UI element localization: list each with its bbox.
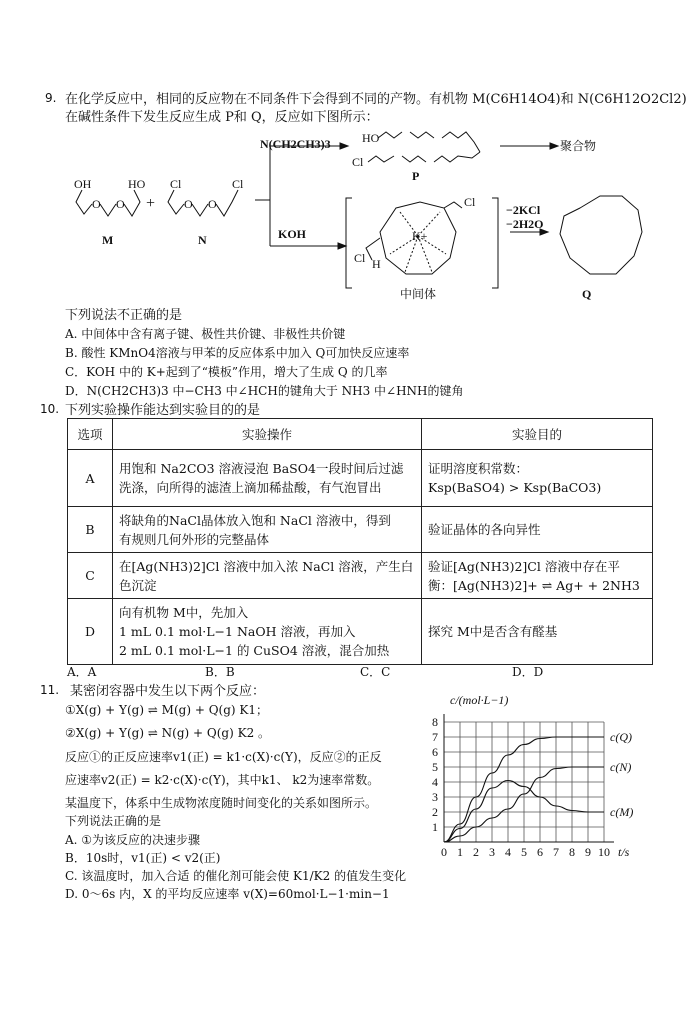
series-label: c(M): [610, 805, 634, 819]
op-line: 在[Ag(NH3)2]Cl 溶液中加入浓 NaCl 溶液，产生白: [119, 558, 414, 574]
x-tick-label: 7: [553, 845, 559, 859]
elim-kcl: −2KCl: [506, 203, 541, 217]
q11-option-c: C. 该温度时，加入合适 的催化剂可能会使 K1/K2 的值发生变化: [65, 869, 407, 883]
header-operation: 实验操作: [113, 419, 422, 450]
series-label: c(Q): [610, 730, 632, 744]
q11-text-2: 应速率v2(正) = k2·c(X)·c(Y)，其中k1、 k2为速率常数。: [65, 773, 380, 787]
x-tick-label: 5: [521, 845, 527, 859]
row-goal: [422, 553, 653, 599]
int-h: H: [372, 257, 381, 271]
q11-text-3: 某温度下，体系中生成物浓度随时间变化的关系如图所示。: [65, 796, 378, 810]
row-goal: [422, 450, 653, 507]
q11-number: 11.: [40, 683, 60, 697]
op-line: 2 mL 0.1 mol·L−1 的 CuSO4 溶液，混合加热: [119, 643, 390, 658]
x-tick-label: 9: [585, 845, 591, 859]
q10-answer-c: C．C: [360, 665, 391, 679]
table-row: [68, 553, 653, 599]
q10-answer-d: D．D: [512, 665, 544, 679]
row-goal: [422, 599, 653, 665]
row-option: B: [68, 507, 113, 553]
goal-line: 证明溶度积常数：: [428, 461, 529, 476]
concentration-chart: [420, 690, 660, 870]
experiment-table: [67, 418, 653, 665]
goal-line: 衡：[Ag(NH3)2]+ ⇌ Ag+ + 2NH3: [428, 577, 640, 593]
x-tick-label: 8: [569, 845, 575, 859]
q11-reaction-1: ①X(g) + Y(g) ⇌ M(g) + Q(g) K1；: [65, 703, 268, 717]
m-o2: O: [116, 197, 125, 211]
q9-number: 9.: [45, 91, 57, 105]
goal-line: Ksp(BaSO4) > Ksp(BaCO3): [428, 480, 602, 495]
y-tick-label: 2: [432, 805, 438, 819]
m-ho-right: HO: [128, 177, 146, 191]
reagent-triethylamine: N(CH2CH3)3: [260, 137, 331, 151]
label-p: P: [412, 169, 420, 183]
table-row: [68, 450, 653, 507]
x-tick-label: 0: [441, 845, 447, 859]
table-row: [68, 507, 653, 553]
polymer-label: 聚合物: [560, 139, 597, 153]
n-o2: O: [208, 197, 217, 211]
q11-text-1: 反应①的正反应速率v1(正) = k1·c(X)·c(Y)，反应②的正反: [65, 750, 382, 764]
series-label: c(N): [610, 760, 632, 774]
q11-option-d: D. 0～6s 内，X 的平均反应速率 v(X)=60mol·L−1·min−1: [65, 887, 390, 901]
row-option: D: [68, 599, 113, 665]
plus-sign: +: [146, 195, 156, 212]
row-operation: [113, 599, 422, 665]
table-header-row: [68, 419, 653, 450]
op-line: 有规则几何外形的完整晶体: [119, 531, 270, 547]
q9-stem-line2: 在碱性条件下发生反应生成 P和 Q，反应如下图所示：: [65, 110, 379, 125]
row-option: A: [68, 450, 113, 507]
x-tick-label: 10: [598, 845, 610, 859]
op-line: 用饱和 Na2CO3 溶液浸泡 BaSO4一段时间后过滤: [119, 461, 404, 476]
q9-option-c: C．KOH 中的 K+起到了“模板”作用，增大了生成 Q 的几率: [65, 365, 388, 379]
q9-stem-line1: 在化学反应中，相同的反应物在不同条件下会得到不同的产物。有机物 M(C6H14O4)和 N(C6H12O2Cl2): [65, 92, 687, 107]
q9-question: 下列说法不正确的是: [65, 308, 183, 323]
n-cl-left: Cl: [170, 177, 182, 191]
op-line: 1 mL 0.1 mol·L−1 NaOH 溶液，再加入: [119, 624, 356, 639]
reagent-koh: KOH: [278, 227, 307, 241]
q9-option-b: B. 酸性 KMnO4溶液与甲苯的反应体系中加入 Q可加快反应速率: [65, 346, 410, 360]
reaction-scheme: [60, 128, 660, 303]
table-row: [68, 599, 653, 665]
q11-option-a: A. ①为该反应的决速步骤: [65, 833, 201, 847]
label-intermediate: 中间体: [400, 287, 437, 301]
m-o1: O: [92, 197, 101, 211]
m-oh-left: OH: [74, 177, 92, 191]
q10-number: 10.: [40, 402, 60, 416]
elim-h2o: −2H2O: [506, 217, 544, 231]
chart-axes: [444, 714, 614, 842]
q11-text-4: 下列说法正确的是: [65, 814, 162, 828]
q11-reaction-2: ②X(g) + Y(g) ⇌ N(g) + Q(g) K2 。: [65, 726, 271, 740]
goal-line: 验证晶体的各向异性: [428, 522, 541, 537]
p-cl: Cl: [352, 155, 364, 169]
label-n: N: [198, 233, 207, 247]
q9-option-a: A. 中间体中含有离子键、极性共价键、非极性共价键: [65, 327, 346, 341]
header-option: 选项: [68, 419, 113, 450]
q10-stem: 下列实验操作能达到实验目的的是: [65, 403, 261, 418]
chart-labels: [432, 693, 633, 859]
y-tick-label: 4: [432, 775, 438, 789]
x-tick-label: 2: [473, 845, 479, 859]
y-tick-label: 6: [432, 745, 438, 759]
op-line: 洗涤，向所得的滤渣上滴加稀盐酸，有气泡冒出: [119, 480, 382, 495]
goal-line: 探究 M中是否含有醛基: [428, 624, 558, 639]
q10-answer-a: A．A: [67, 665, 97, 679]
op-line: 将缺角的NaCl晶体放入饱和 NaCl 溶液中，得到: [119, 512, 391, 528]
goal-line: 验证[Ag(NH3)2]Cl 溶液中存在平: [428, 558, 620, 574]
x-tick-label: 1: [457, 845, 463, 859]
q11-option-b: B．10s时，v1(正) < v2(正): [65, 851, 221, 865]
row-option: C: [68, 553, 113, 599]
header-goal: 实验目的: [422, 419, 653, 450]
k-ion: K+: [412, 229, 428, 243]
x-tick-label: 3: [489, 845, 495, 859]
q11-stem: 某密闭容器中发生以下两个反应：: [70, 684, 266, 699]
p-ho: HO: [362, 131, 380, 145]
int-cl-left: Cl: [354, 251, 366, 265]
y-tick-label: 5: [432, 760, 438, 774]
row-operation: [113, 553, 422, 599]
row-operation: [113, 507, 422, 553]
x-tick-label: 6: [537, 845, 543, 859]
q9-option-d: D．N(CH2CH3)3 中−CH3 中∠HCH的键角大于 NH3 中∠HNH的键角: [65, 384, 464, 398]
op-line: 向有机物 M中，先加入: [119, 605, 249, 620]
x-axis-label: t/s: [618, 845, 630, 859]
n-o1: O: [184, 197, 193, 211]
y-tick-label: 8: [432, 715, 438, 729]
y-tick-label: 1: [432, 820, 438, 834]
y-tick-label: 3: [432, 790, 438, 804]
y-tick-label: 7: [432, 730, 438, 744]
x-tick-label: 4: [505, 845, 511, 859]
y-axis-label: c/(mol·L−1): [450, 693, 509, 707]
int-cl-top: Cl: [464, 195, 476, 209]
row-operation: [113, 450, 422, 507]
q10-answer-b: B．B: [205, 665, 235, 679]
label-q: Q: [582, 287, 592, 301]
row-goal: [422, 507, 653, 553]
chart-grid: [444, 722, 604, 842]
n-cl-right: Cl: [232, 177, 244, 191]
op-line: 色沉淀: [119, 577, 157, 593]
label-m: M: [102, 233, 114, 247]
